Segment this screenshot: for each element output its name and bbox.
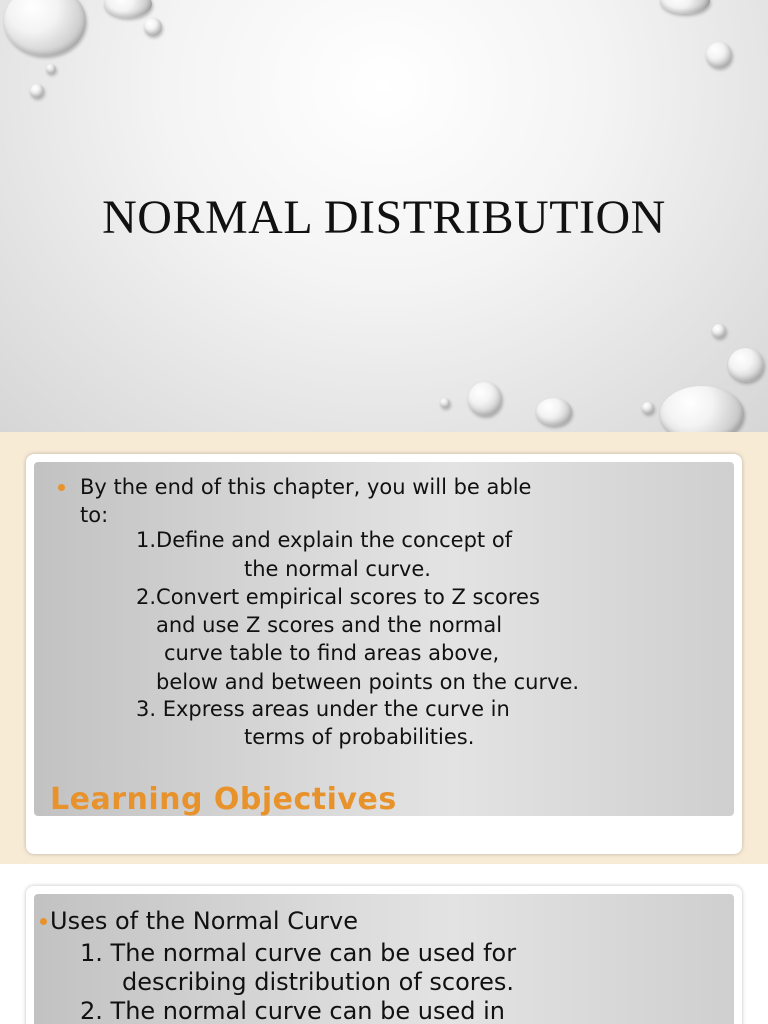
water-drop-icon [660, 386, 744, 432]
objective-line: 1.Define and explain the concept of [136, 528, 513, 552]
objective-line: to: [80, 503, 109, 527]
objective-line: 2.Convert empirical scores to Z scores [136, 585, 540, 609]
water-drop-icon [728, 348, 764, 382]
water-drop-icon [46, 64, 56, 74]
objective-line: and use Z scores and the normal [156, 613, 503, 637]
bullet-icon [58, 484, 65, 491]
water-drop-icon [104, 0, 152, 18]
objective-line: curve table to find areas above, [164, 641, 500, 665]
uses-line: 1. The normal curve can be used for [80, 939, 517, 967]
uses-heading: Uses of the Normal Curve [50, 907, 359, 935]
uses-line: 2. The normal curve can be used in [80, 997, 505, 1024]
objective-line: 3. Express areas under the curve in [136, 697, 510, 721]
objective-line: below and between points on the curve. [156, 670, 580, 694]
water-drop-icon [440, 398, 450, 408]
water-drop-icon [706, 42, 732, 68]
water-drop-icon [468, 382, 502, 416]
learning-objectives-slide [0, 432, 768, 864]
water-drop-icon [144, 18, 162, 36]
objective-line: the normal curve. [244, 557, 431, 581]
water-drop-icon [30, 84, 44, 98]
water-drop-icon [536, 398, 572, 426]
title-slide [0, 0, 768, 432]
water-drop-icon [660, 0, 710, 14]
water-drop-icon [4, 0, 86, 56]
uses-line: describing distribution of scores. [122, 968, 514, 996]
bullet-icon [40, 918, 47, 925]
slide-title: NORMAL DISTRIBUTION [102, 191, 666, 244]
uses-slide [0, 864, 768, 1024]
slide-heading: Learning Objectives [50, 782, 397, 817]
water-drop-icon [642, 402, 654, 414]
objective-line: terms of probabilities. [244, 725, 475, 749]
objective-line: By the end of this chapter, you will be able [80, 475, 532, 499]
water-drop-icon [712, 324, 726, 338]
